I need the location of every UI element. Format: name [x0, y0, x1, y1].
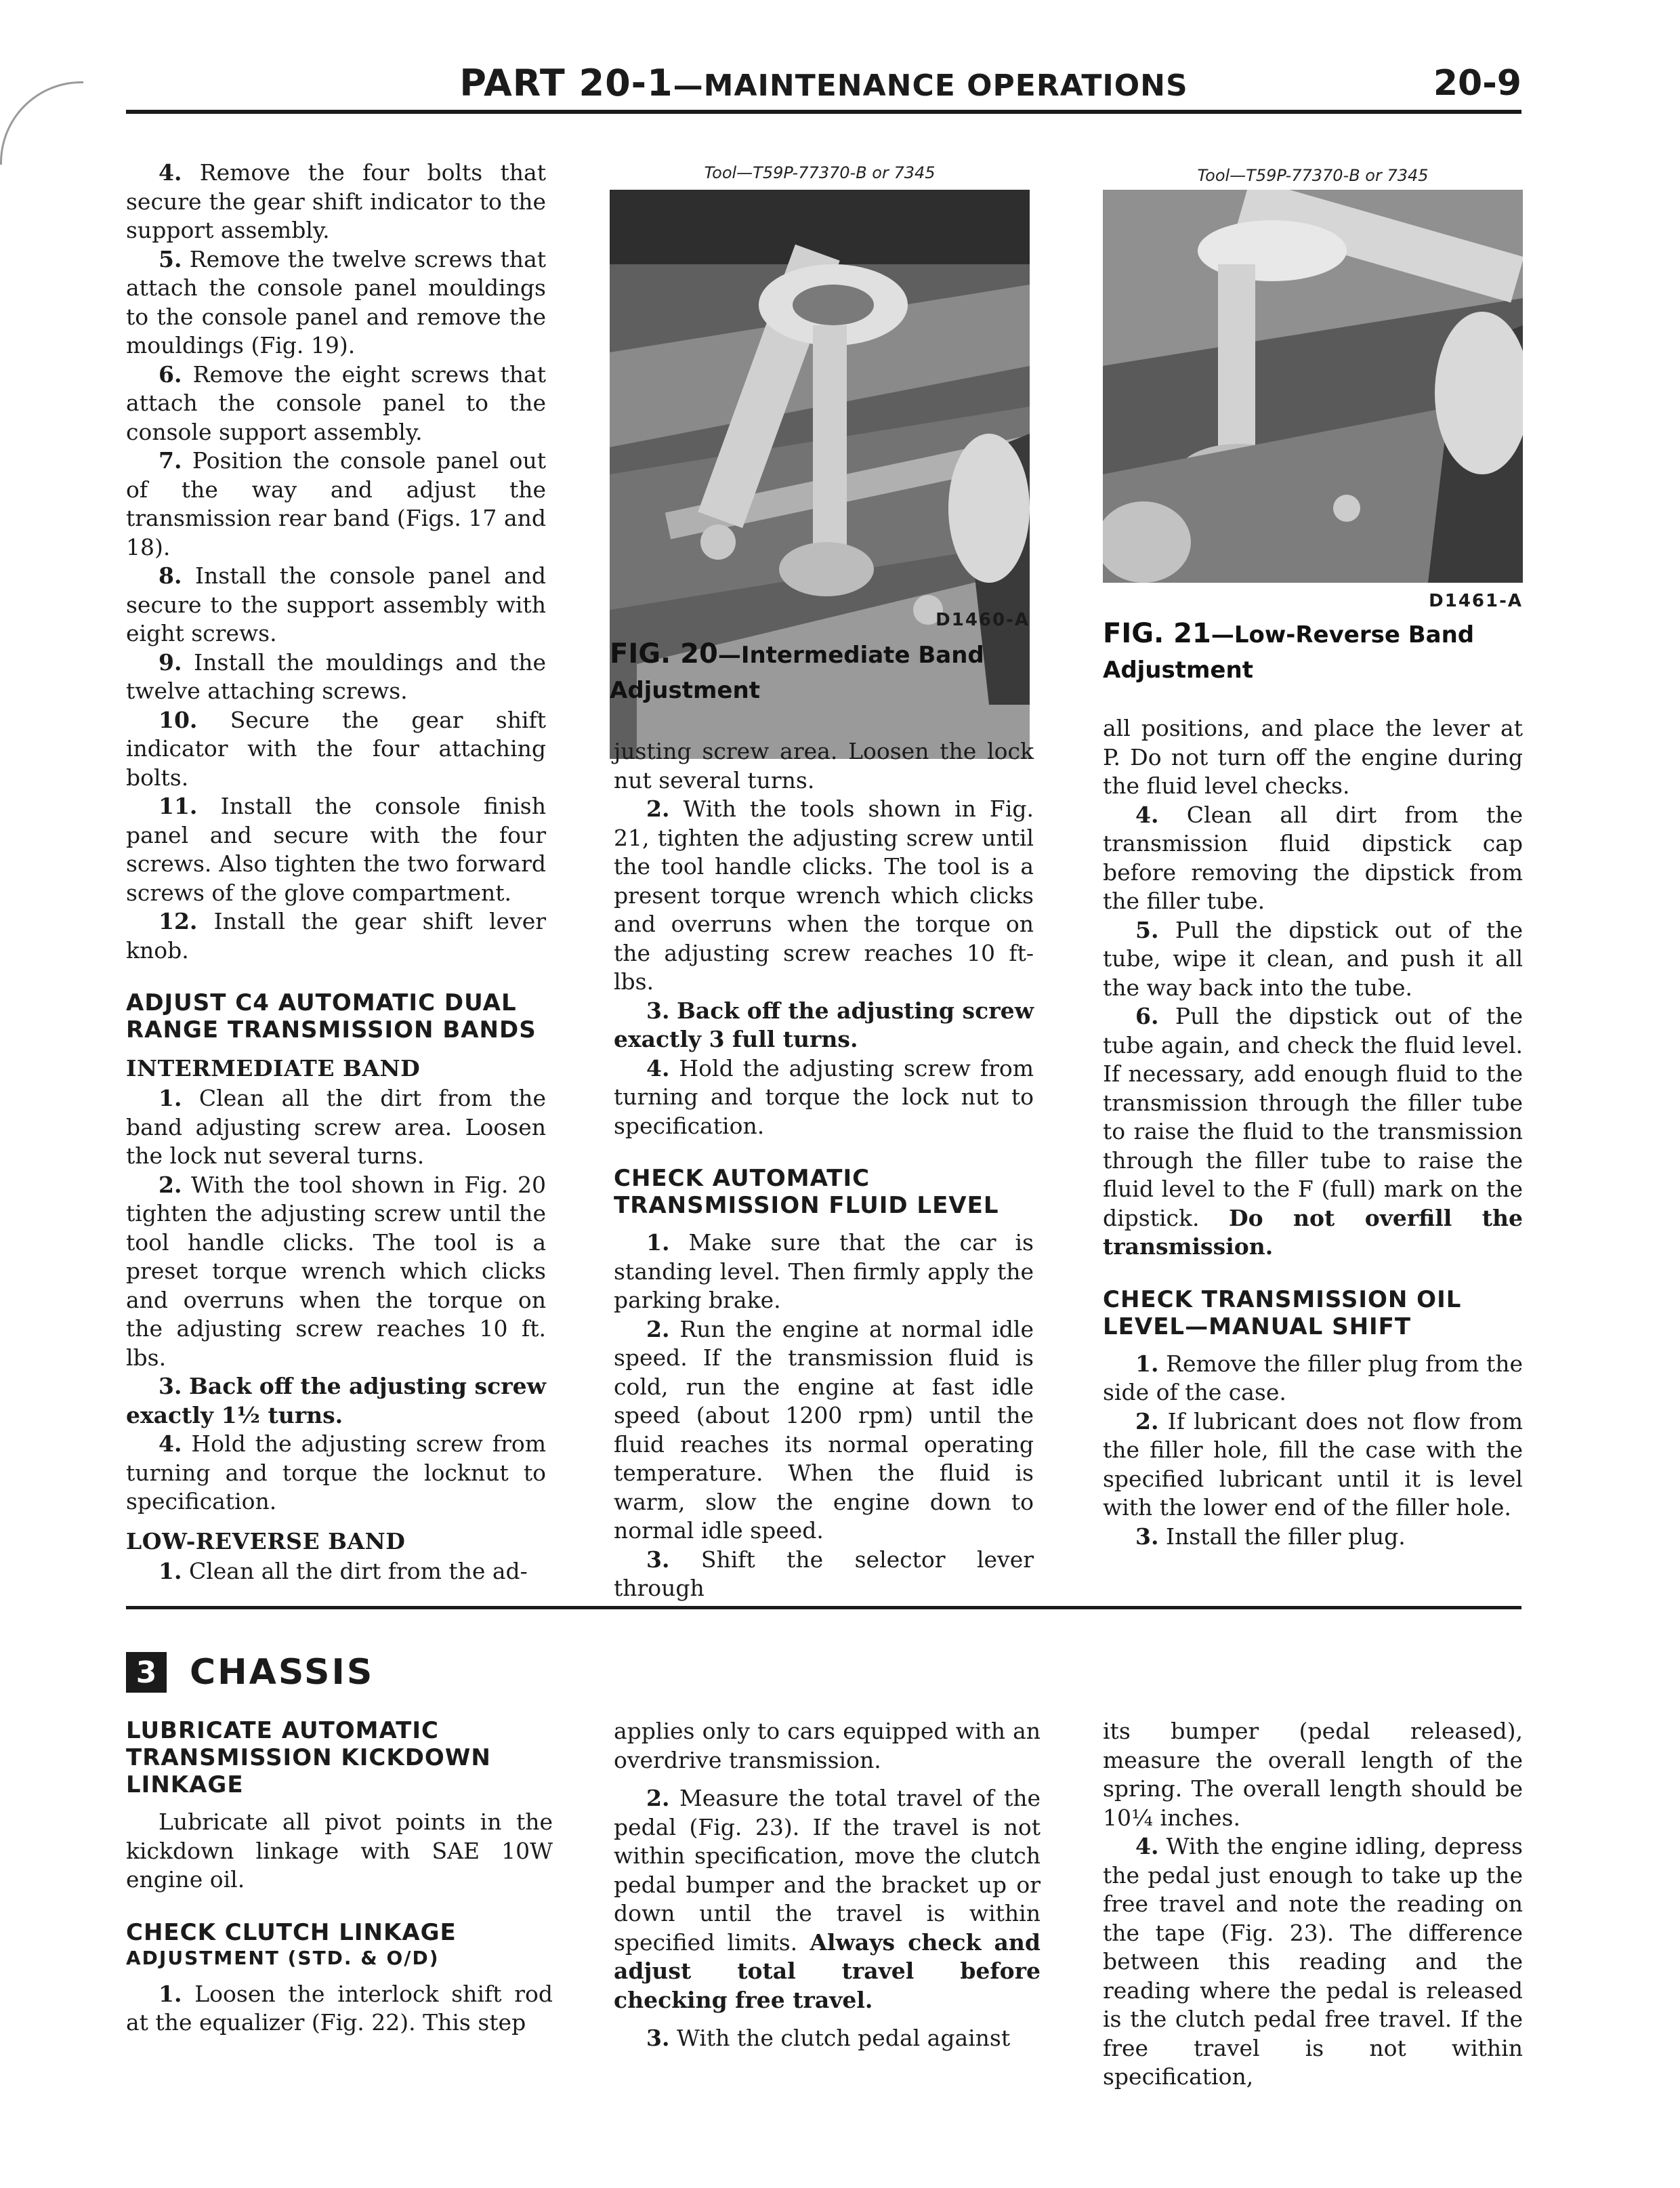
fig21-photo	[1103, 190, 1523, 583]
intermediate-step-list	[126, 1084, 546, 1516]
step-item: 10. Secure the gear shift indicator with the four attaching bolts.	[126, 706, 546, 791]
column-2	[614, 737, 1034, 1603]
chassis-title: CHASSIS	[190, 1652, 375, 1693]
fig21-caption	[1103, 617, 1523, 687]
fig21-tool-label: Tool—T59P-77370-B or 7345	[1197, 166, 1429, 185]
fig20-tool-label: Tool—T59P-77370-B or 7345	[704, 163, 936, 182]
section-label: —MAINTENANCE OPERATIONS	[673, 68, 1188, 103]
oil-step-list	[1103, 1350, 1523, 1552]
col3-step-6: 6. Pull the dipstick out of the tube again, and check the fluid level. If necessary, add enough fluid to the transmission through the filler tube to raise the fluid to the transmission through the filler tube to raise the fluid level to the F (full) mark on the dipstick. Do not overfill the transmission.	[1103, 1003, 1523, 1260]
section-number-badge: 3	[126, 1652, 167, 1693]
fig21-title-line1: —Low-Reverse Band	[1211, 621, 1475, 648]
step-item: 1. Clean all the dirt from the band adjusting screw area. Loosen the lock nut several turns.	[126, 1085, 546, 1169]
low-reverse-step-1: 1. Clean all the dirt from the ad-	[159, 1557, 528, 1584]
chassis-section-heading	[126, 1645, 374, 1699]
pedal-step-3: 3. With the clutch pedal against	[646, 2025, 1011, 2051]
step-item: 3. Back off the adjusting screw exactly 1½ turns.	[126, 1373, 546, 1428]
col2-continue: justing screw area. Loosen the lock nut several turns.	[614, 738, 1034, 793]
step-item: 6. Remove the eight screws that attach the console panel to the console support assembly.	[126, 360, 546, 445]
step-item: 4. Hold the adjusting screw from turning and torque the lock nut to specification.	[614, 1054, 1034, 1139]
kickdown-heading: LUBRICATE AUTOMATIC TRANSMISSION KICKDOWN LINKAGE	[126, 1717, 491, 1798]
page-number: 20-9	[1433, 63, 1521, 104]
fig20-label: FIG. 20	[610, 638, 718, 669]
step-item: 11. Install the console finish panel and secure with the four screws. Also tighten the two forward screws of the glove compartment.	[126, 793, 546, 906]
col2-step-list	[614, 795, 1034, 1140]
step-item: 7. Position the console panel out of the way and adjust the transmission rear band (Figs. 17 and 18).	[126, 447, 546, 560]
clutch-step-1: 1. Loosen the interlock shift rod at the equalizer (Fig. 22). This step	[126, 1980, 553, 2036]
figure-21	[1103, 165, 1523, 694]
page-corner-curl	[0, 81, 83, 165]
col3-step-5: 5. Pull the dipstick out of the tube, wipe it clean, and push it all the way back into the tube.	[1103, 916, 1523, 1001]
bottom-column-1	[126, 1717, 553, 2038]
step-item: 4. Hold the adjusting screw from turning and torque the locknut to specification.	[126, 1430, 546, 1514]
step-item: 2. With the tools shown in Fig. 21, tighten the adjusting screw until the tool handle clicks. The tool is a present torque wrench which clicks and overruns when the torque on the adjusting screw reaches 10 ft-lbs.	[614, 796, 1034, 995]
col3-continue: all positions, and place the lever at P. Do not turn off the engine during the fluid level checks.	[1103, 715, 1523, 799]
fig20-title-line2: Adjustment	[610, 677, 760, 704]
step-item: 1. Make sure that the car is standing level. Then firmly apply the parking brake.	[614, 1229, 1034, 1313]
step-item: 2. Run the engine at normal idle speed. If the transmission fluid is cold, run the engine at fast idle speed (about 1200 rpm) until the fluid reaches its normal operating temperature. When the fluid is warm, slow the engine down to normal idle speed.	[614, 1315, 1034, 1544]
column-1	[126, 159, 546, 1586]
adjust-bands-heading: ADJUST C4 AUTOMATIC DUAL RANGE TRANSMISSION BANDS	[126, 989, 537, 1044]
figure-20	[610, 163, 1030, 705]
step-item: 5. Remove the twelve screws that attach the console panel mouldings to the console panel and remove the mouldings (Fig. 19).	[126, 245, 546, 358]
fig20-caption	[610, 637, 1030, 707]
oil-level-heading: CHECK TRANSMISSION OIL LEVEL—MANUAL SHIFT	[1103, 1285, 1462, 1340]
step-item: 3. Shift the selector lever through	[614, 1546, 1034, 1601]
page-header	[126, 60, 1521, 114]
step-item: 9. Install the mouldings and the twelve attaching screws.	[126, 648, 546, 704]
step-item: 2. If lubricant does not flow from the filler hole, fill the case with the specified lubricant until it is level with the lower end of the filler hole.	[1103, 1407, 1523, 1521]
clutch-heading: CHECK CLUTCH LINKAGE	[126, 1918, 457, 1946]
fig20-code: D1460-A	[936, 610, 1030, 630]
bottom-column-2	[614, 1717, 1041, 2053]
step-item: 12. Install the gear shift lever knob.	[126, 908, 546, 964]
pedal-step-2: 2. Measure the total travel of the pedal (Fig. 23). If the travel is not within specification, move the clutch pedal bumper and the bracket up or down until the travel is within specified limits. Always check and adjust total travel before checking free travel.	[614, 1785, 1041, 2013]
bottom-col2-continue: applies only to cars equipped with an overdrive transmission.	[614, 1718, 1041, 1773]
kickdown-text: Lubricate all pivot points in the kickdown linkage with SAE 10W engine oil.	[126, 1809, 553, 1893]
fig20-title-line1: —Intermediate Band	[717, 642, 984, 669]
step-item: 1. Remove the filler plug from the side of the case.	[1103, 1350, 1523, 1405]
clutch-subheading: ADJUSTMENT (STD. & O/D)	[126, 1946, 440, 1969]
part-label: PART 20-1	[459, 62, 673, 104]
header-rule	[126, 110, 1521, 114]
step-item: 3. Install the filler plug.	[1135, 1523, 1406, 1550]
section-rule	[126, 1606, 1521, 1609]
step-item: 4. Remove the four bolts that secure the gear shift indicator to the support assembly.	[126, 159, 546, 243]
bottom-column-3	[1103, 1717, 1523, 2092]
low-reverse-photo-icon	[1103, 190, 1523, 583]
fluid-level-heading: CHECK AUTOMATIC TRANSMISSION FLUID LEVEL	[614, 1165, 999, 1219]
fig21-title-line2: Adjustment	[1103, 657, 1253, 684]
free-travel-step-4: 4. With the engine idling, depress the pedal just enough to take up the free travel and note the reading on the tape (Fig. 23). The difference between this reading and the reading where the pedal is released is the clutch pedal free travel. If the free travel is not within specification,	[1103, 1833, 1523, 2090]
column-3	[1103, 714, 1523, 1551]
step-item: 8. Install the console panel and secure to the support assembly with eight screws.	[126, 562, 546, 646]
fig21-label: FIG. 21	[1103, 618, 1211, 649]
fig21-code: D1461-A	[1429, 591, 1523, 611]
bottom-col3-continue: its bumper (pedal released), measure the overall length of the spring. The overall length should be 10¼ inches.	[1103, 1718, 1523, 1831]
running-title	[126, 60, 1521, 110]
step-item: 2. With the tool shown in Fig. 20 tighten the adjusting screw until the tool handle clicks. The tool is a preset torque wrench which clicks and overruns when the torque on the adjusting screw reaches 10 ft. lbs.	[126, 1171, 546, 1371]
col3-step-4: 4. Clean all dirt from the transmission fluid dipstick cap before removing the dipstick from the filler tube.	[1103, 801, 1523, 914]
step-item: 3. Back off the adjusting screw exactly 3 full turns.	[614, 997, 1034, 1052]
intermediate-band-heading: INTERMEDIATE BAND	[126, 1055, 421, 1081]
fluid-step-list	[614, 1229, 1034, 1603]
low-reverse-band-heading: LOW-REVERSE BAND	[126, 1527, 406, 1554]
col1-step-list	[126, 159, 546, 965]
